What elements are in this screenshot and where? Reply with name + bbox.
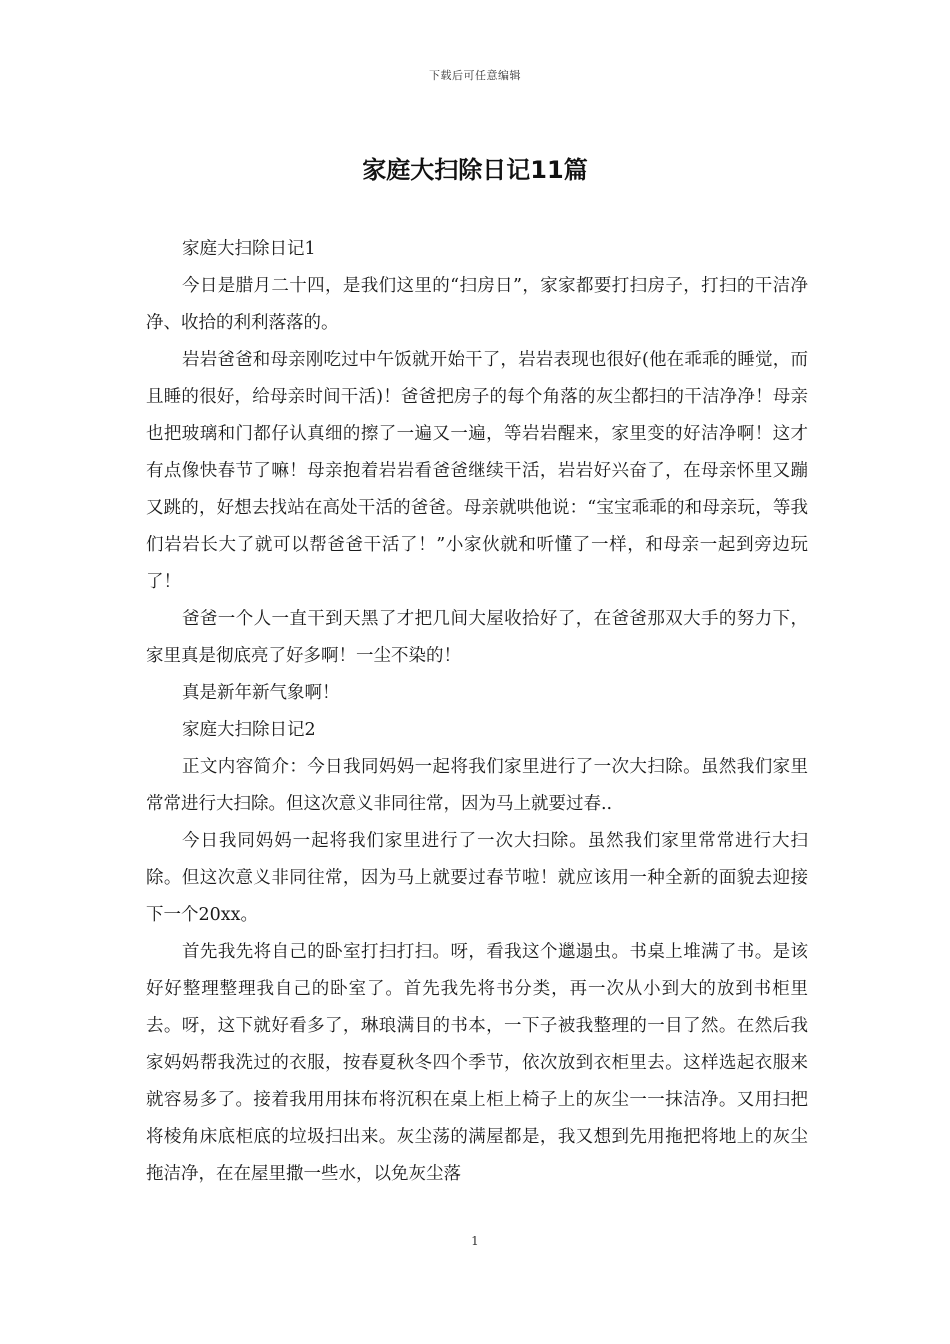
- paragraph: 首先我先将自己的卧室打扫打扫。呀，看我这个邋遢虫。书桌上堆满了书。是该好好整理整理我自己的卧室了。首先我先将书分类，再一次从小到大的放到书柜里去。呀，这下就好看多了，琳琅满目的书本，一下子被我整理的一目了然。在然后我家妈妈帮我洗过的衣服，按春夏秋冬四个季节，依次放到衣柜里去。这样选起衣服来就容易多了。接着我用用抹布将沉积在桌上柜上椅子上的灰尘一一抹洁净。又用扫把将棱角床底柜底的垃圾扫出来。灰尘荡的满屋都是，我又想到先用拖把将地上的灰尘拖洁净，在在屋里撒一些水，以免灰尘落: [146, 942, 808, 1184]
- page-number: 1: [471, 1234, 479, 1248]
- paragraph: 爸爸一个人一直干到天黑了才把几间大屋收拾好了，在爸爸那双大手的努力下，家里真是彻底亮了好多啊！一尘不染的！: [146, 609, 808, 666]
- document-body: [146, 231, 808, 1193]
- paragraph: 正文内容简介：今日我同妈妈一起将我们家里进行了一次大扫除。虽然我们家里常常进行大扫除。但这次意义非同往常，因为马上就要过春..: [146, 757, 808, 814]
- paragraph: 真是新年新气象啊！: [182, 683, 340, 703]
- paragraph: 岩岩爸爸和母亲刚吃过中午饭就开始干了，岩岩表现也很好(他在乖乖的睡觉，而且睡的很好，给母亲时间干活)！爸爸把房子的每个角落的灰尘都扫的干洁净净！母亲也把玻璃和门都仔认真细的擦了一遍又一遍，等岩岩醒来，家里变的好洁净啊！这才有点像快春节了嘛！母亲抱着岩岩看爸爸继续干活，岩岩好兴奋了，在母亲怀里又蹦又跳的，好想去找站在高处干活的爸爸。母亲就哄他说：“宝宝乖乖的和母亲玩，等我们岩岩长大了就可以帮爸爸干活了！”小家伙就和听懂了一样，和母亲一起到旁边玩了！: [146, 350, 808, 592]
- document-title: 家庭大扫除日记11篇: [362, 156, 588, 184]
- header-note: 下载后可任意编辑: [429, 69, 521, 82]
- paragraph: 今日我同妈妈一起将我们家里进行了一次大扫除。虽然我们家里常常进行大扫除。但这次意义非同往常，因为马上就要过春节啦！就应该用一种全新的面貌去迎接下一个20xx。: [146, 831, 808, 925]
- paragraph: 今日是腊月二十四，是我们这里的“扫房日”，家家都要打扫房子，打扫的干洁净净、收拾的利利落落的。: [146, 276, 808, 333]
- section-heading-2: 家庭大扫除日记2: [182, 720, 316, 740]
- section-heading-1: 家庭大扫除日记1: [182, 239, 316, 259]
